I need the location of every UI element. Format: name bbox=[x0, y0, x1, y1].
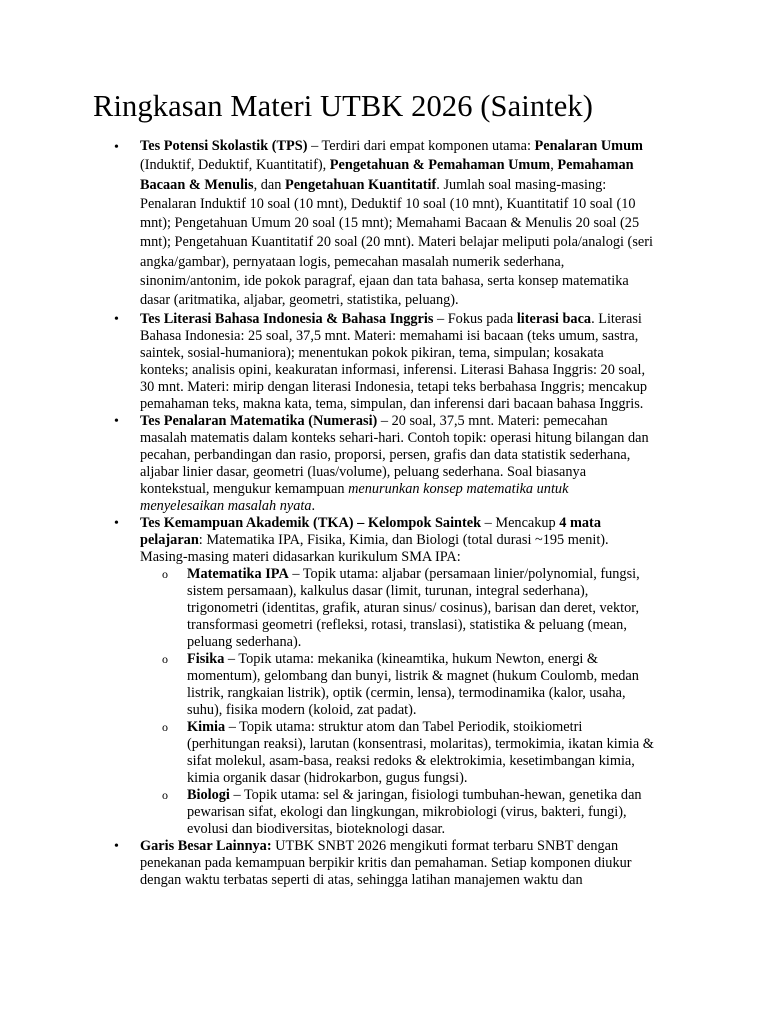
item-heading: Tes Potensi Skolastik (TPS) bbox=[140, 138, 308, 154]
bullet-icon: • bbox=[114, 413, 119, 429]
sub-item-text: – Topik utama: struktur atom dan Tabel Periodik, stoikiometri (perhitungan reaksi), larutan (konsentrasi, molaritas), termokimia, ikatan kimia & sifat molekul, asam-basa, reaksi redoks & elektrokimia, kesetimbangan kimia, kimia organik dasar (hidrokarbon, gugus fungsi). bbox=[187, 718, 654, 786]
list-item-tka bbox=[0, 515, 655, 838]
summary-list bbox=[0, 137, 768, 889]
list-item-literasi bbox=[0, 311, 655, 413]
sub-item-text: – Topik utama: sel & jaringan, fisiologi tumbuhan-hewan, genetika dan pewarisan sifat, ekologi dan lingkungan, mikrobiologi (virus, bakteri, fungi), evolusi dan biodiversitas, bioteknologi dasar. bbox=[187, 786, 642, 837]
item-heading: Garis Besar Lainnya: bbox=[140, 837, 272, 854]
emphasis-text: literasi baca bbox=[516, 310, 592, 327]
sub-item-heading: Matematika IPA bbox=[187, 565, 289, 582]
emphasis-text: 4 mata pelajaran bbox=[140, 514, 601, 548]
sub-bullet-icon: o bbox=[162, 566, 168, 581]
emphasis-text: Pengetahuan Kuantitatif bbox=[284, 176, 437, 193]
bullet-icon: • bbox=[114, 140, 119, 155]
emphasis-text: Penalaran Umum bbox=[534, 138, 643, 154]
sub-item-heading: Biologi bbox=[187, 786, 230, 803]
bullet-icon: • bbox=[114, 838, 119, 854]
page-title: Ringkasan Materi UTBK 2026 (Saintek) bbox=[93, 89, 593, 123]
bullet-icon: • bbox=[114, 515, 119, 531]
item-heading: Tes Literasi Bahasa Indonesia & Bahasa Inggris bbox=[140, 310, 434, 327]
sub-item-heading: Fisika bbox=[187, 650, 225, 667]
list-item-tps bbox=[0, 137, 655, 311]
item-text: . Jumlah soal masing-masing: Penalaran Induktif 10 soal (10 mnt), Deduktif 10 soal (10 mnt), Kuantitatif 10 soal (10 mnt); Pengetahuan Umum 20 soal (15 mnt); Memahami Bacaan & Menulis 20 soal (25 mnt); Pengetahuan Kuantitatif 20 soal (20 mnt). Materi belajar meliputi pola/analogi (seri angka/gambar), pernyataan logis, pemecahan masalah numerik sederhana, sinonim/antonim, ide pokok paragraf, ejaan dan tata bahasa, serta konsep matematika dasar (aritmatika, aljabar, geometri, statistika, peluang). bbox=[140, 176, 653, 309]
item-text: – Mencakup bbox=[481, 514, 560, 531]
sub-item-matematika bbox=[140, 566, 655, 651]
item-text: . bbox=[311, 497, 316, 514]
tka-sublist bbox=[140, 566, 655, 838]
item-text: : Matematika IPA, Fisika, Kimia, dan Biologi (total durasi ~195 menit). Masing-masing materi didasarkan kurikulum SMA IPA: bbox=[140, 531, 609, 565]
sub-bullet-icon: o bbox=[162, 787, 168, 802]
item-text: – 20 soal, 37,5 mnt. Materi: pemecahan masalah matematis dalam konteks sehari-hari. Contoh topik: operasi hitung bilangan dan pecahan, perbandingan dan rasio, proporsi, persen, grafis dan data statistik sederhana, aljabar linier dasar, geometri (luas/volume), peluang sederhana. Soal biasanya kontekstual, mengukur kemampuan bbox=[140, 412, 649, 497]
emphasis-text: Pengetahuan & Pemahaman Umum bbox=[329, 157, 551, 174]
sub-item-heading: Kimia bbox=[187, 718, 226, 735]
list-item-garis-besar bbox=[0, 838, 655, 889]
item-heading: Tes Penalaran Matematika (Numerasi) bbox=[140, 412, 378, 429]
sub-bullet-icon: o bbox=[162, 651, 168, 666]
list-item-numerasi bbox=[0, 413, 655, 515]
italic-text: menurunkan konsep matematika untuk menyelesaikan masalah nyata bbox=[140, 480, 569, 514]
item-text: , bbox=[550, 157, 558, 174]
item-text: , dan bbox=[253, 176, 285, 193]
bullet-icon: • bbox=[114, 311, 119, 327]
item-heading: Tes Kemampuan Akademik (TKA) – Kelompok Saintek bbox=[140, 514, 482, 531]
item-text: (Induktif, Deduktif, Kuantitatif), bbox=[140, 157, 330, 174]
sub-bullet-icon: o bbox=[162, 719, 168, 734]
item-text: – Terdiri dari empat komponen utama: bbox=[307, 138, 535, 154]
sub-item-kimia bbox=[140, 719, 655, 787]
sub-item-text: – Topik utama: aljabar (persamaan linier/polynomial, fungsi, sistem persamaan), kalkulus dasar (limit, turunan, integral sederhana), trigonometri (identitas, grafik, aturan sinus/ cosinus), barisan dan deret, vektor, transformasi geometri (refleksi, rotasi, translasi), statistika & peluang (mean, peluang sederhana). bbox=[187, 565, 640, 650]
item-text: . Literasi Bahasa Indonesia: 25 soal, 37,5 mnt. Materi: memahami isi bacaan (teks umum, sastra, saintek, sosial-humaniora); menentukan pokok pikiran, tema, simpulan; kosakata konteks; analisis opini, keakuratan informasi, inferensi. Literasi Bahasa Inggris: 20 soal, 30 mnt. Materi: mirip dengan literasi Indonesia, tetapi teks berbahasa Inggris; mencakup pemahaman teks, makna kata, tema, simpulan, dan inferensi dari bacaan bahasa Inggris. bbox=[140, 310, 647, 412]
sub-item-biologi bbox=[140, 787, 655, 838]
sub-item-fisika bbox=[140, 651, 655, 719]
item-text: UTBK SNBT 2026 mengikuti format terbaru SNBT dengan penekanan pada kemampuan berpikir kritis dan pemahaman. Setiap komponen diukur dengan waktu terbatas seperti di atas, sehingga latihan manajemen waktu dan bbox=[140, 837, 632, 888]
item-text: – Fokus pada bbox=[433, 310, 517, 327]
sub-item-text: – Topik utama: mekanika (kineamtika, hukum Newton, energi & momentum), gelombang dan bunyi, listrik & magnet (hukum Coulomb, medan listrik, rangkaian listrik), optik (cermin, lensa), termodinamika (kalor, usaha, suhu), fisika modern (koloid, zat padat). bbox=[187, 650, 639, 718]
emphasis-text: Pemahaman Bacaan & Menulis bbox=[140, 157, 634, 193]
